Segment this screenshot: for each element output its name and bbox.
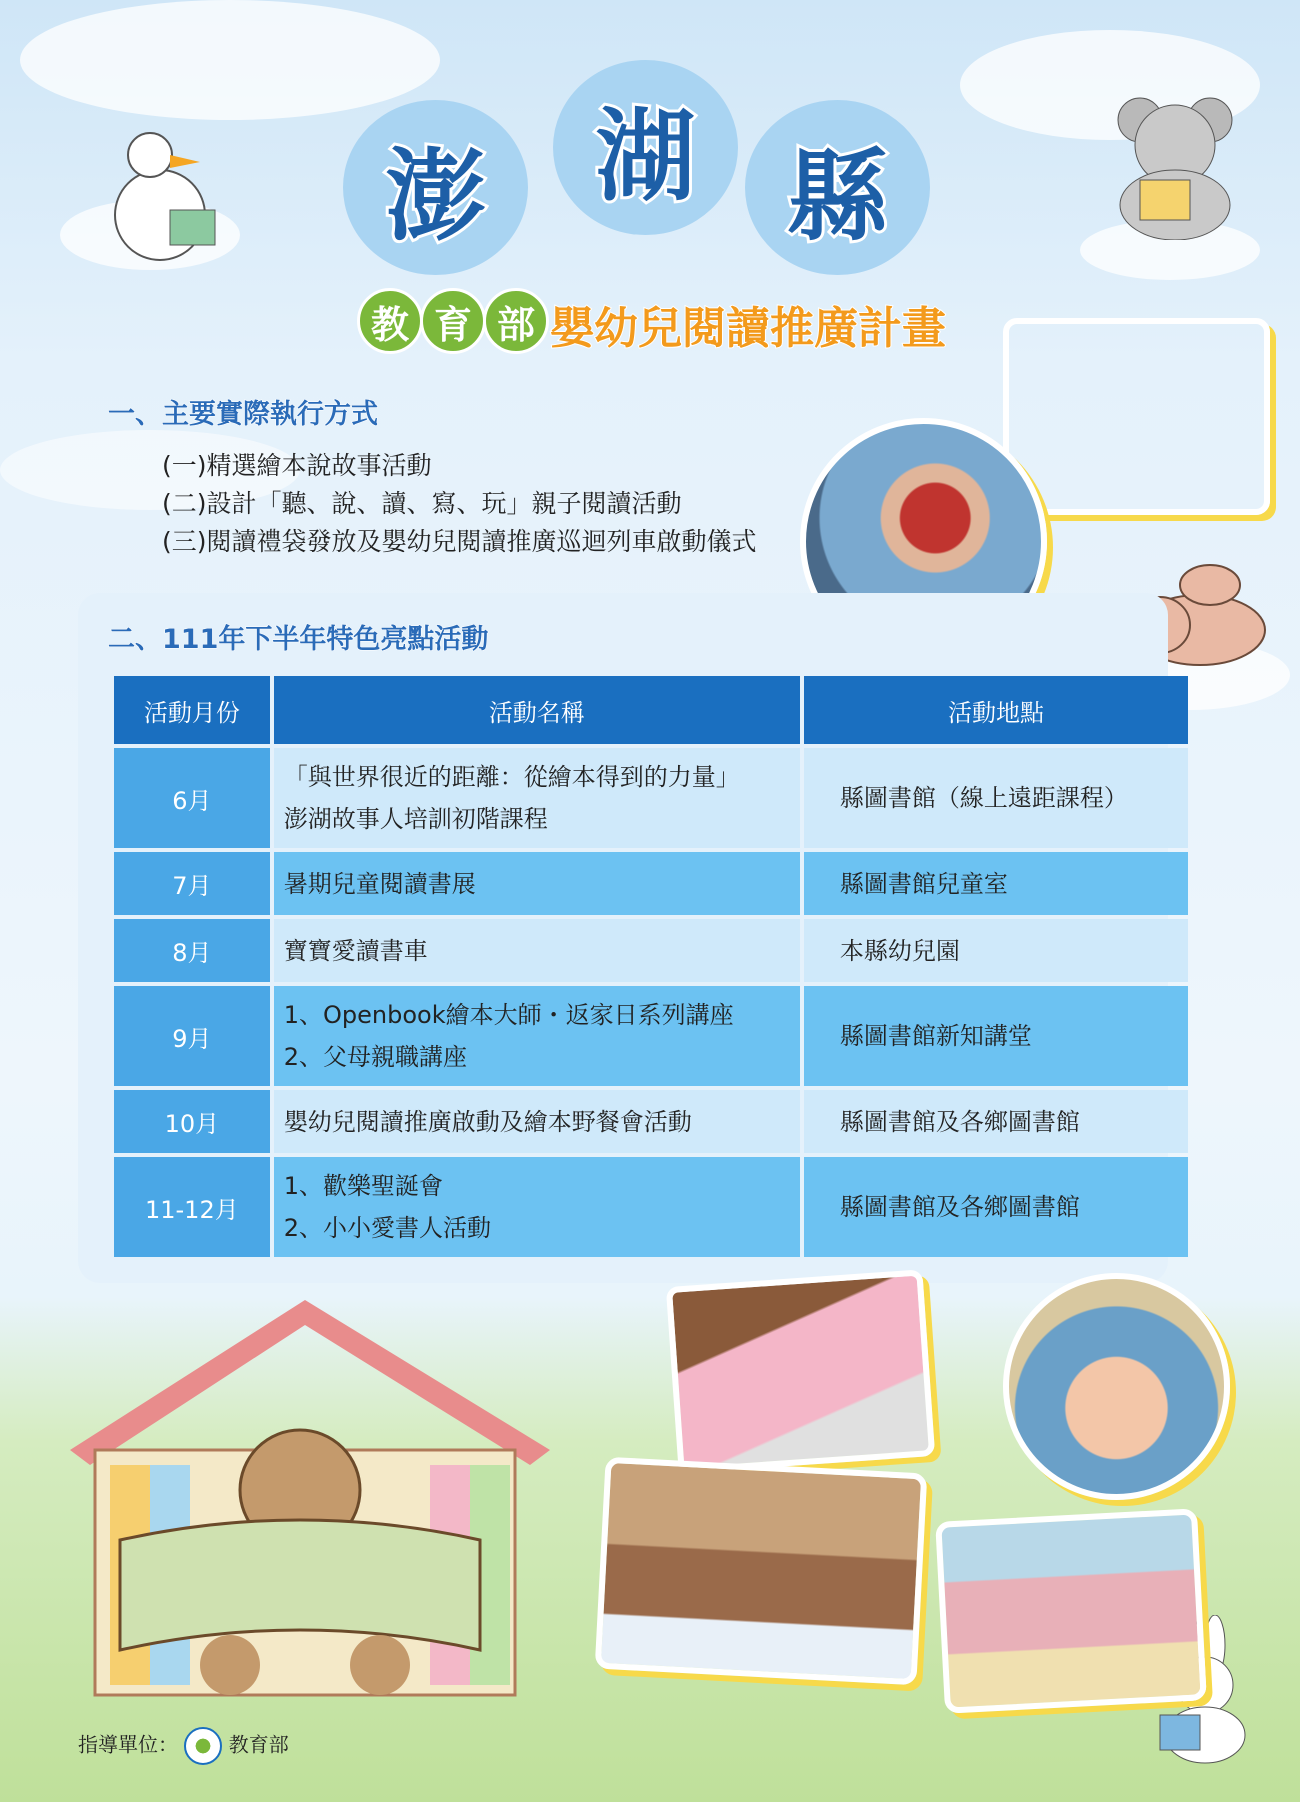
month-cell: 10月 [114,1090,270,1153]
place-cell: 縣圖書館（線上遠距課程） [804,748,1188,848]
duck-illustration [90,120,230,270]
table-row [114,919,1188,982]
month-cell: 6月 [114,748,270,848]
photo-activity-2 [666,1269,935,1473]
section1-item: (一)精選繪本說故事活動 [162,451,432,480]
name-cell: 寶寶愛讀書車 [274,919,800,982]
bear-house-illustration [50,1290,560,1710]
photo-activity-4 [935,1508,1207,1713]
section2-heading: 二、111年下半年特色亮點活動 [108,624,489,655]
footer [78,1727,289,1765]
column-header: 活動月份 [114,676,270,744]
activities-table [110,672,1192,1261]
month-cell: 11-12月 [114,1157,270,1257]
footer-org: 教育部 [228,1732,289,1757]
place-cell: 本縣幼兒園 [804,919,1188,982]
month-cell: 7月 [114,852,270,915]
title-bubble-2 [553,60,738,235]
photo-activity-3 [595,1457,928,1686]
title-char: 湖 [595,97,696,215]
ministry-pill-3: 部 [483,288,549,354]
section1-item: (二)設計「聽、說、讀、寫、玩」親子閱讀活動 [162,489,682,518]
table-row [114,1090,1188,1153]
month-cell: 9月 [114,986,270,1086]
footer-label: 指導單位： [78,1732,178,1757]
title-char: 縣 [787,137,888,255]
title-bubble-1 [343,100,528,275]
ministry-logo-icon [184,1727,222,1765]
name-cell: 「與世界很近的距離：從繪本得到的力量」 澎湖故事人培訓初階課程 [274,748,800,848]
name-cell: 暑期兒童閱讀書展 [274,852,800,915]
place-cell: 縣圖書館新知講堂 [804,986,1188,1086]
place-cell: 縣圖書館及各鄉圖書館 [804,1090,1188,1153]
title-bubble-3 [745,100,930,275]
place-cell: 縣圖書館兒童室 [804,852,1188,915]
table-row [114,1157,1188,1257]
name-cell: 嬰幼兒閱讀推廣啟動及繪本野餐會活動 [274,1090,800,1153]
name-cell: 1、Openbook繪本大師・返家日系列講座 2、父母親職講座 [274,986,800,1086]
ministry-pill-2: 育 [420,288,486,354]
koala-illustration [1100,90,1250,240]
section1-item: (三)閱讀禮袋發放及嬰幼兒閱讀推廣巡迴列車啟動儀式 [162,527,757,556]
title-char: 澎 [385,137,486,255]
photo-activity-1 [1003,318,1270,515]
photo-activity-circle [1003,1273,1230,1500]
column-header: 活動地點 [804,676,1188,744]
ministry-pill-1: 教 [357,288,423,354]
name-cell: 1、歡樂聖誕會 2、小小愛書人活動 [274,1157,800,1257]
table-row [114,986,1188,1086]
table-row [114,748,1188,848]
section1-heading: 一、主要實際執行方式 [108,399,378,430]
month-cell: 8月 [114,919,270,982]
subtitle: 嬰幼兒閱讀推廣計畫 [550,303,946,354]
place-cell: 縣圖書館及各鄉圖書館 [804,1157,1188,1257]
column-header: 活動名稱 [274,676,800,744]
table-row [114,852,1188,915]
